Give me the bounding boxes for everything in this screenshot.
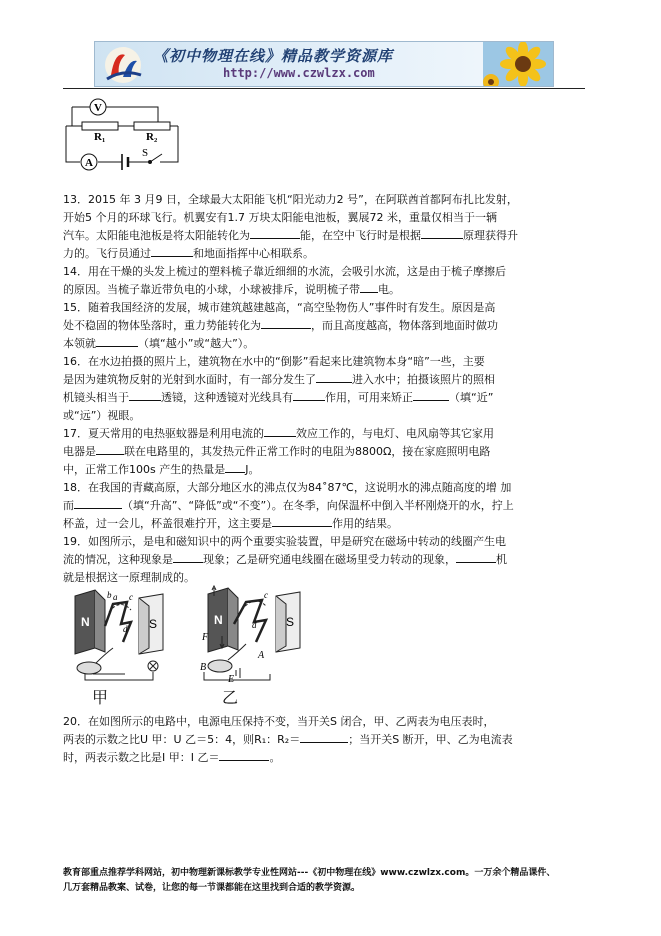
answer-blank[interactable] bbox=[300, 732, 348, 743]
switch-label: S bbox=[142, 147, 149, 159]
q15-line1: 15．随着我国经济的发展，城市建筑越建越高，“高空坠物伤人”事件时有发生。原因是高 bbox=[63, 301, 496, 314]
label-b-upper: B bbox=[200, 662, 207, 673]
q18-line1: 18．在我国的青藏高原，大部分地区水的沸点仅为84˚87℃，这说明水的沸点随高度的增 加 bbox=[63, 481, 512, 494]
question-17 bbox=[63, 425, 588, 479]
logo-icon bbox=[101, 45, 145, 85]
voltmeter-label: V bbox=[94, 102, 102, 114]
q16-line3: 机镜头相当于 透镜，这种透镜对光线具有 作用，可用来矫正 （填“近” bbox=[63, 391, 494, 404]
r1-label: R₁ bbox=[94, 131, 106, 143]
label-f: F bbox=[202, 632, 209, 643]
q14-line1: 14．用在干燥的头发上梳过的塑料梳子靠近细细的水流，会吸引水流，这是由于梳子摩擦后 bbox=[63, 265, 506, 278]
q16-line1: 16．在水边拍摄的照片上，建筑物在水中的“倒影”看起来比建筑物本身“暗”一些，主要 bbox=[63, 355, 485, 368]
q13-line2: 开始5 个月的环球飞行。机翼安有1.7 万块太阳能电池板，翼展72 米，重量仅相当于一辆 bbox=[63, 211, 497, 224]
label-n: N bbox=[214, 613, 223, 627]
circuit-diagram bbox=[60, 94, 190, 172]
answer-blank[interactable] bbox=[151, 246, 193, 257]
question-15 bbox=[63, 299, 588, 353]
page-footer bbox=[63, 866, 593, 896]
answer-blank[interactable] bbox=[74, 498, 122, 509]
header-rule bbox=[63, 88, 585, 89]
answer-blank[interactable] bbox=[272, 516, 332, 527]
q13-line4: 力的。飞行员通过 和地面指挥中心相联系。 bbox=[63, 247, 314, 260]
label-a-upper: A bbox=[258, 650, 265, 661]
label-d: d bbox=[123, 624, 128, 634]
answer-blank[interactable] bbox=[413, 390, 449, 401]
answer-blank[interactable] bbox=[129, 390, 161, 401]
label-a: a bbox=[113, 592, 118, 602]
label-n: N bbox=[81, 615, 90, 629]
q18-line3: 杯盖，过一会儿，杯盖很难拧开，这主要是 作用的结果。 bbox=[63, 517, 398, 530]
answer-blank[interactable] bbox=[219, 750, 269, 761]
figure-generator bbox=[65, 588, 175, 684]
label-b: b bbox=[107, 590, 112, 600]
answer-blank[interactable] bbox=[250, 228, 300, 239]
label-c: c bbox=[264, 590, 268, 600]
question-16 bbox=[63, 353, 588, 425]
q17-line1: 17．夏天常用的电热驱蚊器是利用电流的 效应工作的，与电灯、电风扇等其它家用 bbox=[63, 427, 494, 440]
sunflower-icon bbox=[483, 42, 553, 87]
banner-url[interactable]: http://www.czwlzx.com bbox=[223, 66, 375, 80]
question-13 bbox=[63, 191, 588, 263]
footer-line1: 教育部重点推荐学科网站，初中物理新课标教学专业性网站---《初中物理在线》www.czwlzx.com。一万余个精品课件、 bbox=[63, 868, 556, 878]
question-19 bbox=[63, 533, 588, 587]
ammeter-label: A bbox=[85, 157, 93, 169]
q17-line3: 中，正常工作100s 产生的热量是 J。 bbox=[63, 463, 260, 476]
q13-line3: 汽车。太阳能电池板是将太阳能转化为 能，在空中飞行时是根据 原理获得升 bbox=[63, 229, 518, 242]
figure-motor bbox=[200, 584, 310, 684]
q20-line1: 20．在如图所示的电路中，电源电压保持不变，当开关S 闭合，甲、乙两表为电压表时， bbox=[63, 715, 495, 728]
q19-line2: 流的情况，这种现象是 现象；乙是研究通电线圈在磁场里受力转动的现象， 机 bbox=[63, 553, 507, 566]
answer-blank[interactable] bbox=[316, 372, 352, 383]
answer-blank[interactable] bbox=[261, 318, 311, 329]
answer-blank[interactable] bbox=[456, 552, 496, 563]
question-18 bbox=[63, 479, 588, 533]
q14-line2: 的原因。当梳子靠近带负电的小球，小球被排斥，说明梳子带 电。 bbox=[63, 283, 400, 296]
label-c: c bbox=[129, 592, 133, 602]
q15-line3: 本领就 （填“越小”或“越大”）。 bbox=[63, 337, 255, 350]
q17-line2: 电器是 联在电路里的，其发热元件正常工作时的电阻为8800Ω，接在家庭照明电路 bbox=[63, 445, 491, 458]
q19-line3: 就是根据这一原理制成的。 bbox=[63, 571, 195, 584]
answer-blank[interactable] bbox=[293, 390, 325, 401]
r2-label: R₂ bbox=[146, 131, 158, 143]
q20-line3: 时，两表示数之比是I 甲：I 乙＝ 。 bbox=[63, 751, 281, 764]
figure-caption-yi: 乙 bbox=[222, 688, 239, 707]
q20-line2: 两表的示数之比U 甲：U 乙＝5：4，则R₁：R₂＝ ；当开关S 断开，甲、乙为电流表 bbox=[63, 733, 513, 746]
q15-line2: 处不稳固的物体坠落时，重力势能转化为 ，而且高度越高，物体落到地面时做功 bbox=[63, 319, 498, 332]
banner-title: 《初中物理在线》精品教学资源库 bbox=[153, 47, 394, 65]
question-20 bbox=[63, 713, 588, 767]
label-s: S bbox=[149, 617, 158, 631]
question-14 bbox=[63, 263, 588, 299]
q18-line2: 而 （填“升高”、“降低”或“不变”）。在冬季，向保温杯中倒入半杯刚烧开的水，拧上 bbox=[63, 499, 514, 512]
answer-blank[interactable] bbox=[96, 336, 138, 347]
answer-blank[interactable] bbox=[225, 462, 245, 473]
q13-line1: 13．2015 年 3 月9 日，全球最大太阳能飞机“阳光动力2 号”，在阿联酋首都阿布扎比发射， bbox=[63, 193, 518, 206]
q16-line4: 或“远”）视眼。 bbox=[63, 409, 141, 422]
label-d: d bbox=[252, 620, 257, 630]
q19-line1: 19．如图所示，是电和磁知识中的两个重要实验装置，甲是研究在磁场中转动的线圈产生电 bbox=[63, 535, 506, 548]
figure-caption-jia: 甲 bbox=[92, 688, 109, 707]
q16-line2: 是因为建筑物反射的光射到水面时，有一部分发生了 进入水中；拍摄该照片的照相 bbox=[63, 373, 495, 386]
answer-blank[interactable] bbox=[421, 228, 463, 239]
label-s: S bbox=[286, 615, 295, 629]
answer-blank[interactable] bbox=[173, 552, 203, 563]
header-banner bbox=[94, 41, 554, 87]
answer-blank[interactable] bbox=[96, 444, 124, 455]
answer-blank[interactable] bbox=[264, 426, 296, 437]
footer-line2: 几万套精品教案、试卷，让您的每一节课都能在这里找到合适的教学资源。 bbox=[63, 883, 361, 893]
answer-blank[interactable] bbox=[360, 282, 378, 293]
label-e: E bbox=[228, 674, 235, 684]
